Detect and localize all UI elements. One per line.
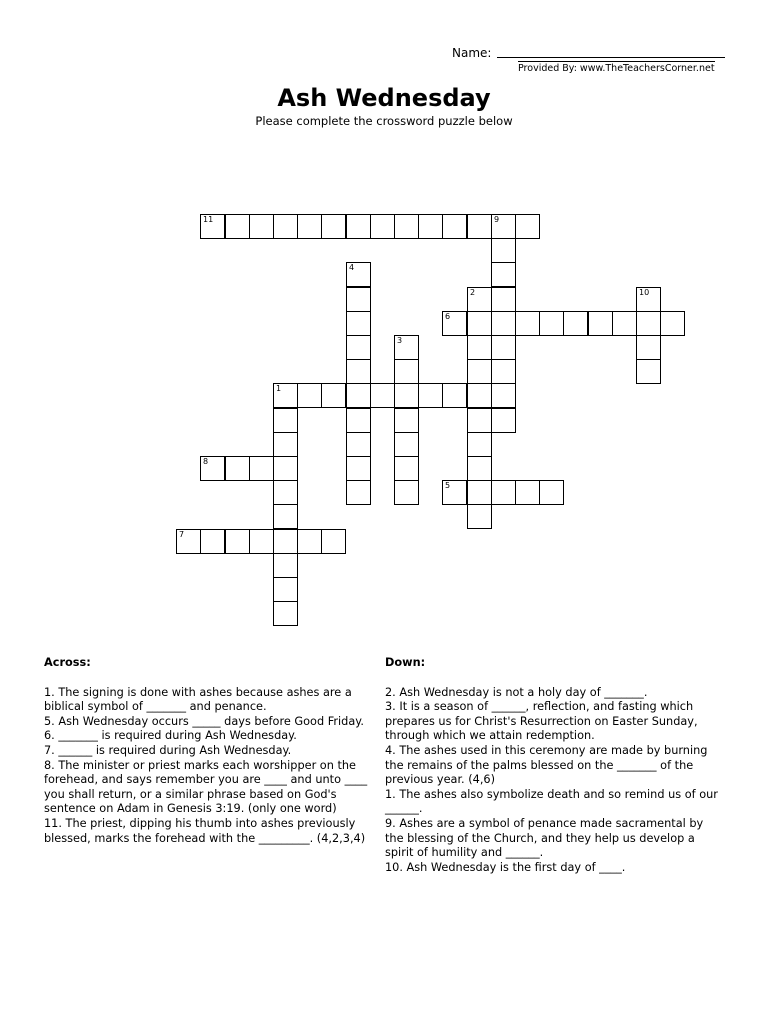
crossword-cell[interactable] (636, 359, 661, 384)
crossword-cell[interactable] (297, 214, 322, 239)
crossword-cell[interactable] (491, 262, 516, 287)
crossword-cell[interactable] (491, 359, 516, 384)
crossword-cell[interactable] (200, 456, 225, 481)
crossword-cell[interactable] (346, 408, 371, 433)
crossword-cell[interactable] (515, 480, 540, 505)
crossword-cell[interactable] (612, 311, 637, 336)
clue-number: 6 (445, 312, 451, 321)
crossword-cell[interactable] (491, 311, 516, 336)
crossword-cell[interactable] (321, 214, 346, 239)
crossword-cell[interactable] (636, 311, 661, 336)
crossword-cell[interactable] (394, 456, 419, 481)
crossword-cell[interactable] (394, 480, 419, 505)
crossword-cell[interactable] (370, 383, 395, 408)
crossword-cell[interactable] (273, 408, 298, 433)
crossword-cell[interactable] (346, 262, 371, 287)
crossword-cell[interactable] (346, 214, 371, 239)
crossword-cell[interactable] (273, 432, 298, 457)
clue-number: 9 (494, 215, 500, 224)
crossword-cell[interactable] (588, 311, 613, 336)
crossword-cell[interactable] (467, 432, 492, 457)
crossword-cell[interactable] (442, 480, 467, 505)
crossword-cell[interactable] (418, 214, 443, 239)
crossword-cell[interactable] (467, 383, 492, 408)
crossword-cell[interactable] (394, 214, 419, 239)
across-clues (44, 656, 380, 846)
across-heading: Across: (44, 656, 91, 669)
crossword-cell[interactable] (273, 383, 298, 408)
crossword-cell[interactable] (636, 287, 661, 312)
crossword-cell[interactable] (249, 456, 274, 481)
crossword-cell[interactable] (539, 480, 564, 505)
across-clue: 8. The minister or priest marks each worshipper on the forehead, and says remember you are ____ and unto ____ you shall return, or a similar phrase based on God's sentence on Adam in Genesis 3:19. (only one word) (44, 758, 368, 816)
crossword-cell[interactable] (346, 480, 371, 505)
crossword-cell[interactable] (467, 287, 492, 312)
crossword-cell[interactable] (273, 456, 298, 481)
crossword-cell[interactable] (418, 383, 443, 408)
crossword-cell[interactable] (273, 577, 298, 602)
crossword-cell[interactable] (297, 529, 322, 554)
crossword-cell[interactable] (321, 529, 346, 554)
crossword-cell[interactable] (491, 238, 516, 263)
down-clue: 2. Ash Wednesday is not a holy day of _______. (385, 685, 648, 699)
crossword-cell[interactable] (394, 335, 419, 360)
crossword-cell[interactable] (467, 214, 492, 239)
crossword-cell[interactable] (467, 504, 492, 529)
crossword-cell[interactable] (273, 214, 298, 239)
crossword-cell[interactable] (467, 311, 492, 336)
crossword-cell[interactable] (346, 311, 371, 336)
crossword-cell[interactable] (515, 214, 540, 239)
crossword-cell[interactable] (273, 601, 298, 626)
across-clue: 6. _______ is required during Ash Wednesday. (44, 729, 297, 743)
crossword-cell[interactable] (273, 529, 298, 554)
crossword-cell[interactable] (225, 456, 250, 481)
clue-number: 10 (639, 288, 650, 297)
clue-number: 1 (276, 384, 282, 393)
crossword-cell[interactable] (346, 383, 371, 408)
crossword-cell[interactable] (442, 214, 467, 239)
crossword-cell[interactable] (467, 480, 492, 505)
crossword-cell[interactable] (467, 359, 492, 384)
clue-number: 7 (179, 530, 185, 539)
crossword-cell[interactable] (394, 383, 419, 408)
crossword-cell[interactable] (467, 408, 492, 433)
crossword-cell[interactable] (660, 311, 685, 336)
clue-number: 4 (349, 263, 355, 272)
down-clue: 1. The ashes also symbolize death and so remind us of our ______. (385, 787, 718, 816)
across-clue: 1. The signing is done with ashes because ashes are a biblical symbol of _______ and penance. (44, 685, 352, 714)
down-clue: 4. The ashes used in this ceremony are made by burning the remains of the palms blessed on the _______ of the previous year. (4,6) (385, 743, 708, 787)
crossword-cell[interactable] (491, 287, 516, 312)
crossword-cell[interactable] (394, 432, 419, 457)
crossword-cell[interactable] (346, 359, 371, 384)
crossword-cell[interactable] (225, 529, 250, 554)
crossword-cell[interactable] (273, 504, 298, 529)
crossword-cell[interactable] (442, 311, 467, 336)
name-label: Name: (452, 46, 492, 60)
crossword-cell[interactable] (394, 359, 419, 384)
crossword-cell[interactable] (467, 335, 492, 360)
crossword-cell[interactable] (491, 480, 516, 505)
crossword-cell[interactable] (539, 311, 564, 336)
crossword-cell[interactable] (491, 214, 516, 239)
crossword-cell[interactable] (491, 335, 516, 360)
clue-number: 8 (203, 457, 209, 466)
across-clue: 7. ______ is required during Ash Wednesday. (44, 743, 292, 757)
crossword-cell[interactable] (491, 408, 516, 433)
page-title: Ash Wednesday (277, 84, 491, 112)
across-clue: 11. The priest, dipping his thumb into ashes previously blessed, marks the forehead with the _________. (4,2,3,4) (44, 816, 366, 845)
crossword-cell[interactable] (346, 287, 371, 312)
crossword-cell[interactable] (467, 456, 492, 481)
across-clue: 5. Ash Wednesday occurs _____ days before Good Friday. (44, 714, 364, 728)
crossword-cell[interactable] (346, 456, 371, 481)
crossword-cell[interactable] (200, 214, 225, 239)
crossword-cell[interactable] (321, 383, 346, 408)
clue-number: 5 (445, 481, 451, 490)
crossword-cell[interactable] (225, 214, 250, 239)
provided-by-credit: Provided By: www.TheTeachersCorner.net (518, 63, 715, 74)
down-clue: 10. Ash Wednesday is the first day of ____. (385, 860, 626, 874)
crossword-cell[interactable] (297, 383, 322, 408)
crossword-cell[interactable] (346, 335, 371, 360)
crossword-cell[interactable] (370, 214, 395, 239)
crossword-cell[interactable] (491, 383, 516, 408)
crossword-cell[interactable] (273, 480, 298, 505)
crossword-cell[interactable] (273, 553, 298, 578)
crossword-cell[interactable] (515, 311, 540, 336)
crossword-cell[interactable] (249, 214, 274, 239)
crossword-cell[interactable] (636, 335, 661, 360)
clue-number: 2 (470, 288, 476, 297)
name-field[interactable] (452, 46, 725, 60)
crossword-cell[interactable] (249, 529, 274, 554)
down-heading: Down: (385, 656, 426, 669)
clue-number: 3 (397, 336, 403, 345)
crossword-cell[interactable] (442, 383, 467, 408)
clue-number: 11 (203, 215, 214, 224)
name-blank-line[interactable] (497, 46, 725, 58)
crossword-cell[interactable] (563, 311, 588, 336)
down-clue: 3. It is a season of ______, reflection, and fasting which prepares us for Christ's Resurrection on Easter Sunday, through which we attain redemption. (385, 700, 698, 743)
crossword-cell[interactable] (346, 432, 371, 457)
down-clue: 9. Ashes are a symbol of penance made sacramental by the blessing of the Church, and they help us develop a spirit of humility and ______. (385, 816, 704, 860)
page-subtitle: Please complete the crossword puzzle below (255, 114, 513, 128)
crossword-cell[interactable] (200, 529, 225, 554)
crossword-cell[interactable] (394, 408, 419, 433)
crossword-cell[interactable] (176, 529, 201, 554)
down-clues (385, 656, 721, 875)
